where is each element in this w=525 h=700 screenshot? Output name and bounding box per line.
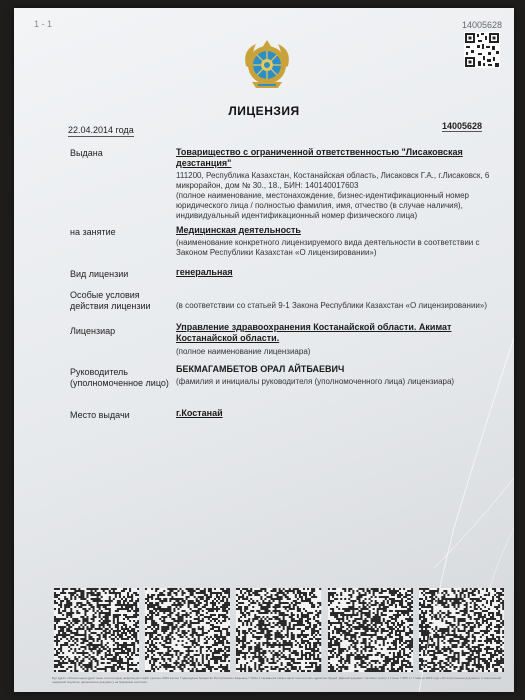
licensor-value: Управление здравоохранения Костанайской области. Акимат Костанайской области.	[176, 322, 452, 343]
license-type-value: генеральная	[176, 267, 233, 277]
license-number: 14005628	[441, 121, 482, 131]
special-conditions-label: Особые условия действия лицензии	[70, 290, 151, 311]
licensee-name: Товарищество с ограниченной ответственностью "Лисаковская дезстанция"	[176, 147, 463, 168]
issue-date: 22.04.2014 года	[68, 125, 134, 135]
head-note: (фамилия и инициалы руководителя (уполномоченного лица) лицензиара)	[176, 377, 455, 386]
screen-cracks	[14, 8, 514, 692]
footer-legal-text: Бұл құжат «Электрондық құжат және электрондық цифрлық қолтаңба туралы» 2003 жылғы 7 қаңтардағы Қазақстан Республикасы Заңының 7 бабы 1 тармағына сәйкес қағаз тасығыштағы құжатпен бірдей. Данный документ согласно пункту 1 статьи 7 ЗРК от 7 января 2003 года «Об электронном документе и электронной цифровой подписи» равнозначен документу на бумажном носителе.	[52, 676, 502, 684]
licensor-note: (полное наименование лицензиара)	[176, 347, 311, 356]
place-label: Место выдачи	[70, 410, 130, 420]
serial-number-top: 14005628	[461, 20, 502, 30]
licensor-label: Лицензиар	[70, 326, 116, 336]
issued-to-label: Выдана	[70, 148, 103, 158]
place-value: г.Костанай	[176, 408, 223, 418]
special-conditions-note: (в соответствии со статьей 9-1 Закона Республики Казахстан «О лицензировании»)	[176, 301, 488, 310]
document-title: ЛИЦЕНЗИЯ	[228, 104, 300, 118]
head-value: БЕКМАГАМБЕТОВ ОРАЛ АЙТБАЕВИЧ	[176, 364, 345, 374]
licensee-note: (полное наименование, местонахождение, бизнес-идентификационный номер юридического лица / полностью фамилия, имя, отчество (в случае наличия), индивидуальный идентификационный номер физического лица)	[176, 191, 469, 220]
license-type-label: Вид лицензии	[70, 269, 129, 279]
licensee-address: 111200, Республика Казахстан, Костанайская область, Лисаковск Г.А., г.Лисаковск, 6 микрорайон, дом № 30., 18., БИН: 140140017603	[176, 171, 490, 190]
license-document	[14, 8, 514, 692]
activity-value: Медицинская деятельность	[176, 225, 301, 235]
page-number: 1 - 1	[34, 19, 53, 29]
activity-note: (наименование конкретного лицензируемого вида деятельности в соответствии с Законом Республики Казахстан «О лицензировании»)	[176, 238, 480, 257]
head-label: Руководитель (уполномоченное лицо)	[70, 367, 169, 388]
activity-label: на занятие	[70, 227, 116, 237]
